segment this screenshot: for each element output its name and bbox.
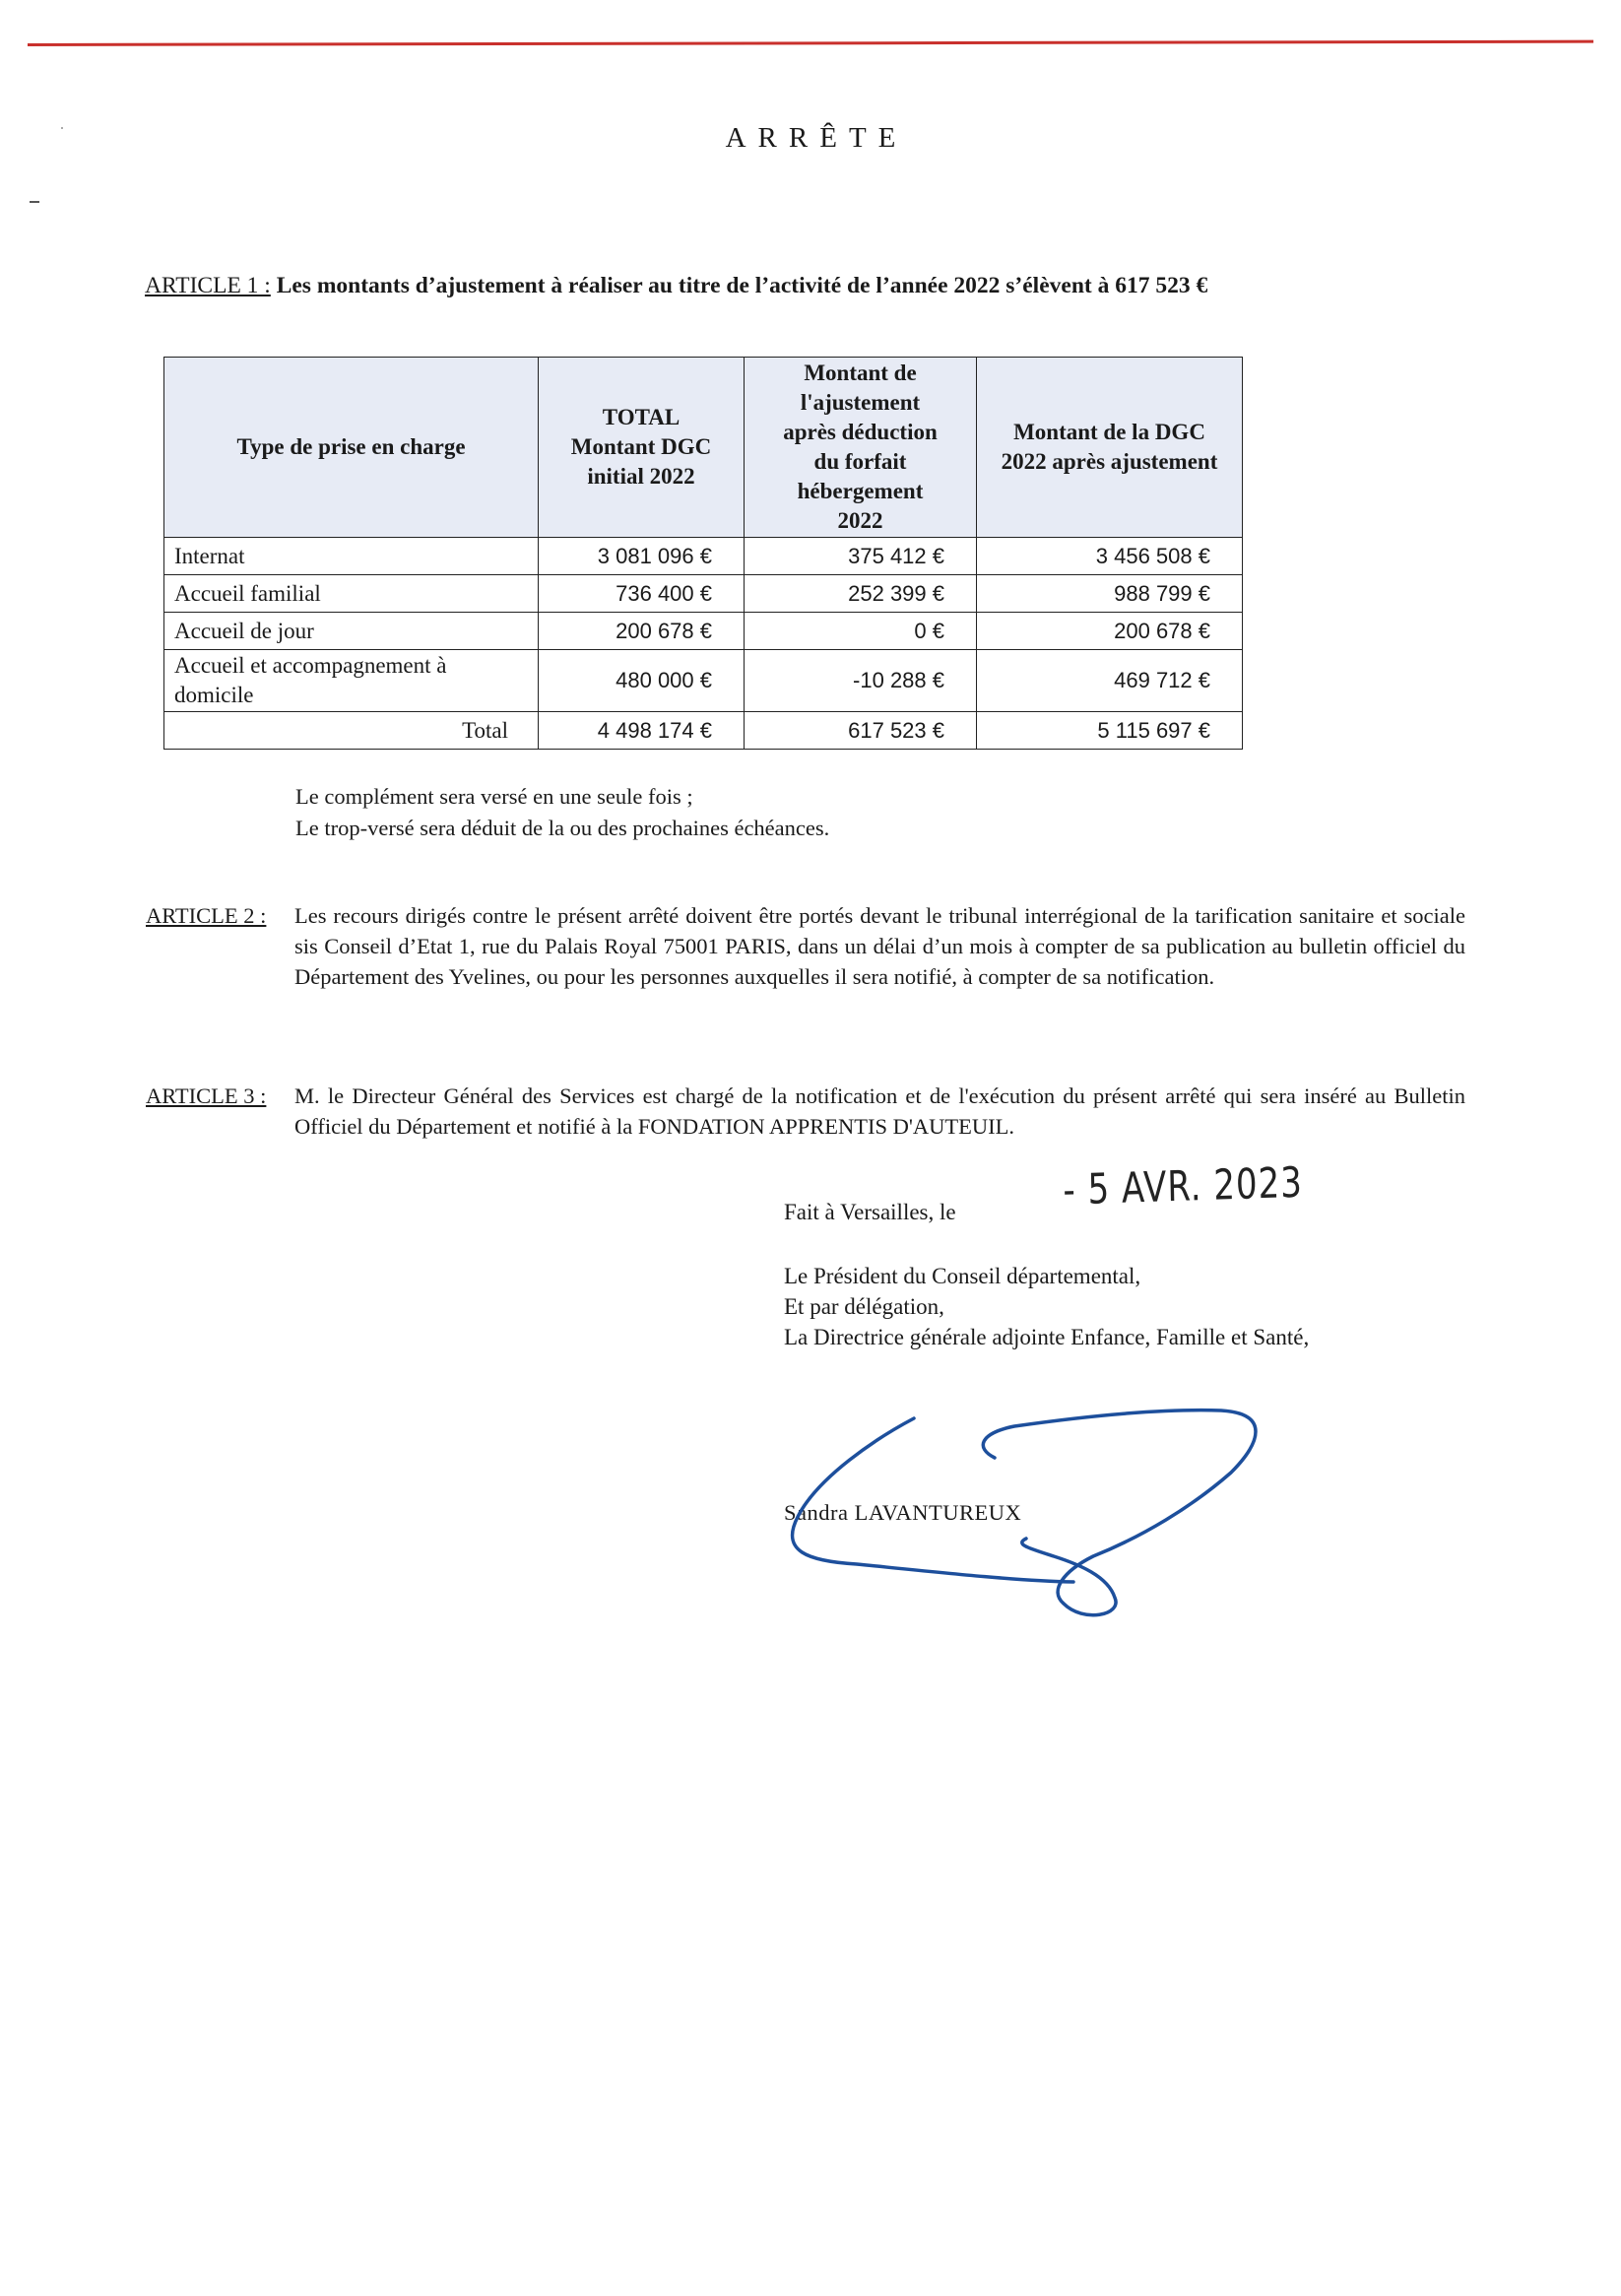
table-header-row (164, 358, 1243, 538)
scan-speck (30, 201, 39, 203)
table-row (164, 650, 1243, 712)
total-apres: 5 115 697 € (977, 712, 1243, 750)
table-row (164, 575, 1243, 613)
row-ajustement: 0 € (745, 613, 977, 650)
article-3 (146, 1081, 1465, 1142)
row-initial: 736 400 € (539, 575, 745, 613)
header-type: Type de prise en charge (164, 358, 539, 538)
article-3-text: M. le Directeur Général des Services est chargé de la notification et de l'exécution du présent arrêté qui sera inséré au Bulletin Officiel du Département et notifié à la FONDATION APPRENTIS D'AUTEUIL. (294, 1083, 1465, 1139)
signatory-name: Sandra LAVANTUREUX (784, 1500, 1022, 1525)
note-trop-verse: Le trop-versé sera déduit de la ou des prochaines échéances. (295, 816, 830, 840)
payment-notes (295, 781, 829, 844)
signatory-block (784, 1261, 1309, 1352)
header-initial: TOTAL Montant DGC initial 2022 (539, 358, 745, 538)
article-2-text: Les recours dirigés contre le présent arrêté doivent être portés devant le tribunal interrégional de la tarification sanitaire et sociale sis Conseil d’Etat 1, rue du Palais Royal 75001 PARIS, dans un délai d’un mois à compter de sa publication au bulletin officiel du Département des Yvelines, ou pour les personnes auxquelles il sera notifié, à compter de sa notification. (294, 903, 1465, 989)
article-2 (146, 900, 1465, 992)
signature-stroke (983, 1410, 1256, 1615)
total-label: Total (164, 712, 539, 750)
row-apres: 200 678 € (977, 613, 1243, 650)
article-3-label: ARTICLE 3 : (146, 1083, 267, 1108)
table-row (164, 613, 1243, 650)
fait-a-versailles: Fait à Versailles, le (784, 1200, 956, 1224)
table-row (164, 538, 1243, 575)
article-1-label: ARTICLE 1 : (145, 273, 271, 298)
page-title: ARRÊTE (725, 122, 908, 154)
date-stamp: - 5 AVR. 2023 (1062, 1158, 1304, 1215)
row-ajustement: -10 288 € (745, 650, 977, 712)
row-ajustement: 252 399 € (745, 575, 977, 613)
signatory-line: La Directrice générale adjointe Enfance, Famille et Santé, (784, 1325, 1310, 1349)
signature-stroke (793, 1418, 1073, 1582)
handwritten-signature (768, 1389, 1280, 1645)
total-ajustement: 617 523 € (745, 712, 977, 750)
header-apres: Montant de la DGC 2022 après ajustement (977, 358, 1243, 538)
row-apres: 469 712 € (977, 650, 1243, 712)
article-1 (145, 273, 1207, 299)
row-label: Internat (164, 538, 539, 575)
article-1-text: Les montants d’ajustement à réaliser au titre de l’activité de l’année 2022 s’élèvent à 617 523 € (276, 273, 1208, 298)
row-label: Accueil familial (164, 575, 539, 613)
row-label: Accueil et accompagnement à domicile (164, 650, 539, 712)
table-total-row (164, 712, 1243, 750)
signatory-line: Et par délégation, (784, 1294, 944, 1319)
row-ajustement: 375 412 € (745, 538, 977, 575)
top-red-line (28, 40, 1593, 46)
note-complement: Le complément sera versé en une seule fois ; (295, 784, 693, 809)
row-label: Accueil de jour (164, 613, 539, 650)
header-ajustement: Montant de l'ajustement après déduction du forfait hébergement 2022 (745, 358, 977, 538)
row-initial: 480 000 € (539, 650, 745, 712)
total-initial: 4 498 174 € (539, 712, 745, 750)
dgc-table (163, 357, 1243, 750)
row-apres: 3 456 508 € (977, 538, 1243, 575)
signatory-line: Le Président du Conseil départemental, (784, 1264, 1141, 1288)
row-initial: 3 081 096 € (539, 538, 745, 575)
article-2-label: ARTICLE 2 : (146, 903, 267, 928)
row-initial: 200 678 € (539, 613, 745, 650)
row-apres: 988 799 € (977, 575, 1243, 613)
